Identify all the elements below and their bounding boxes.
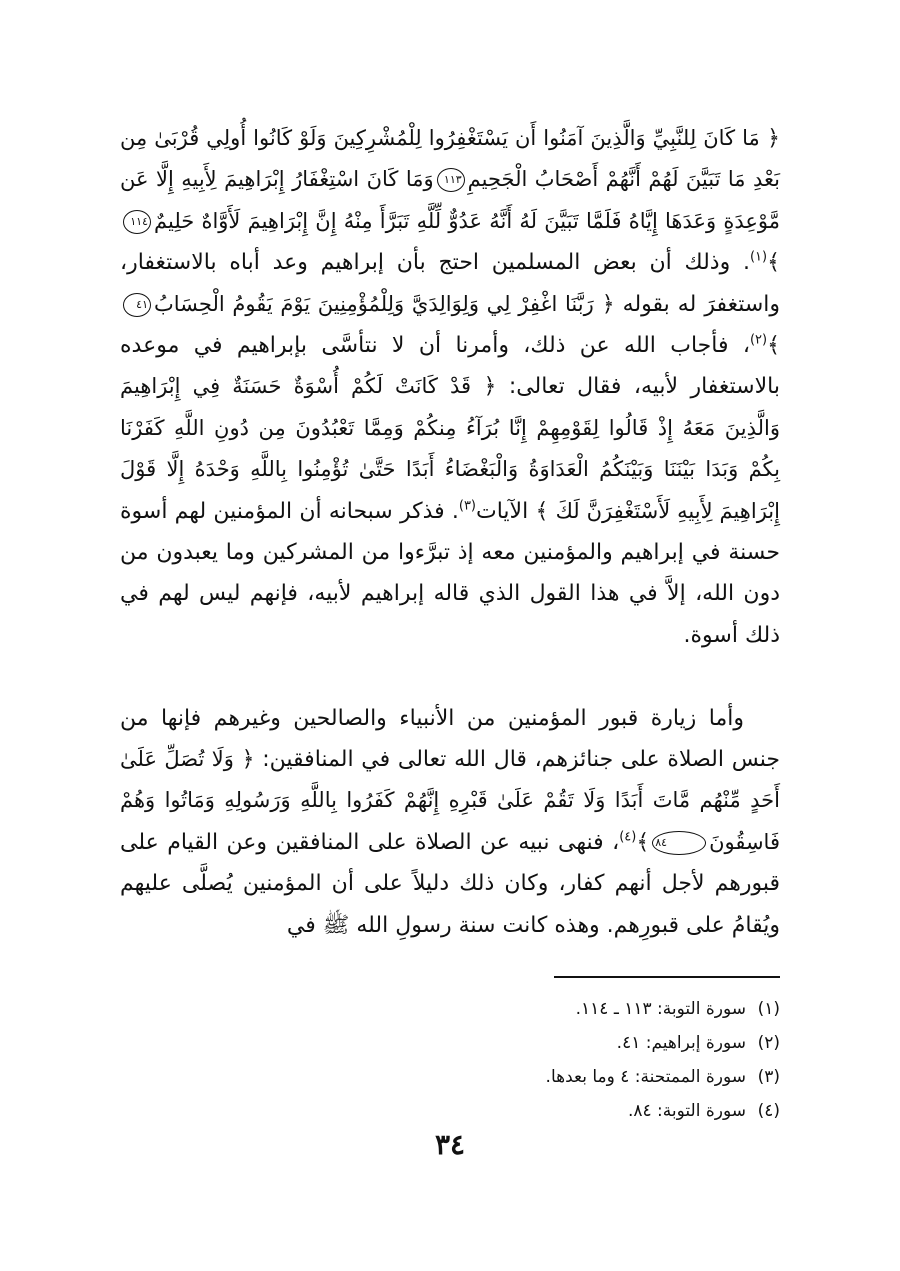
footnote-number: (٣) xyxy=(757,1067,780,1087)
footnote-text: سورة التوبة: ٨٤. xyxy=(627,1101,746,1121)
quran-open-bracket: ﴿ xyxy=(483,374,497,400)
quran-verse-tawbah-113: مَا كَانَ لِلنَّبِيِّ وَالَّذِينَ آمَنُوا أَن يَسْتَغْفِرُوا لِلْمُشْرِكِينَ وَلَوْ كَانُوا أُولِي قُرْبَىٰ مِن بَعْدِ مَا تَبَيَّنَ لَهُمْ أَنَّهُمْ أَصْحَابُ الْجَحِيمِ xyxy=(120,126,780,192)
quran-open-bracket: ﴿ xyxy=(241,747,255,773)
footnote-item xyxy=(120,992,780,1026)
footnote-number: (٢) xyxy=(757,1033,780,1053)
footnote-ref-2: (٢) xyxy=(749,332,768,348)
ayah-marker-84: ٨٤ xyxy=(652,831,706,855)
footnote-text: سورة التوبة: ١١٣ ـ ١١٤. xyxy=(575,999,746,1019)
footnote-text: سورة الممتحنة: ٤ وما بعدها. xyxy=(545,1067,746,1087)
quran-verse-ibrahim-41: رَبَّنَا اغْفِرْ لِي وَلِوَالِدَيَّ وَلِلْمُؤْمِنِينَ يَوْمَ يَقُومُ الْحِسَابُ xyxy=(154,291,594,316)
quran-close-bracket: ﴾ xyxy=(767,333,780,359)
quran-close-bracket: ﴾ xyxy=(636,829,650,855)
paragraph-1 xyxy=(120,118,780,656)
quran-verse-tawbah-114: وَمَا كَانَ اسْتِغْفَارُ إِبْرَاهِيمَ لِأَبِيهِ إِلَّا عَن مَّوْعِدَةٍ وَعَدَهَا إِيَّاهُ فَلَمَّا تَبَيَّنَ لَهُ أَنَّهُ عَدُوٌّ لِّلَّهِ تَبَرَّأَ مِنْهُ إِنَّ إِبْرَاهِيمَ لَأَوَّاهٌ حَلِيمٌ xyxy=(120,167,780,233)
quran-close-bracket: ﴾ xyxy=(767,250,780,276)
quran-open-bracket: ﴿ xyxy=(767,126,780,151)
text-segment: الآيات xyxy=(476,498,529,524)
footnote-number: (١) xyxy=(757,999,780,1019)
footnote-item xyxy=(120,1094,780,1128)
footnote-ref-4: (٤) xyxy=(619,829,637,845)
footnote-item xyxy=(120,1026,780,1060)
text-segment: ، فنهى نبيه عن الصلاة على المنافقين وعن القيام على قبورهم لأجل أنهم كفار، وكان ذلك دليلاً على أن المؤمنين يُصلَّى عليهم ويُقامُ على قبورِهم. وهذه كانت سنة رسولِ الله ﷺ في xyxy=(120,829,780,938)
quran-open-bracket: ﴿ xyxy=(601,291,615,317)
footnotes-list xyxy=(120,992,780,1128)
paragraph-2 xyxy=(120,698,780,946)
quran-verse-tawbah-84: وَلَا تُصَلِّ عَلَىٰ أَحَدٍ مِّنْهُم مَّاتَ أَبَدًا وَلَا تَقُمْ عَلَىٰ قَبْرِهِ إِنَّهُمْ كَفَرُوا بِاللَّهِ وَرَسُولِهِ وَمَاتُوا وَهُمْ فَاسِقُونَ xyxy=(120,747,780,854)
footnote-number: (٤) xyxy=(757,1101,780,1121)
footnote-divider xyxy=(554,976,780,978)
ayah-marker-113: ١١٣ xyxy=(437,168,465,192)
text-segment: . وذلك أن بعض المسلمين احتج بأن إبراهيم وعد أباه بالاستغفار، واستغفرَ له بقوله xyxy=(120,250,781,317)
text-segment: ، فأجاب الله عن ذلك، وأمرنا أن لا نتأسَّى بإبراهيم في موعده بالاستغفار لأبيه، فقال تعالى: xyxy=(120,333,780,400)
ayah-marker-114: ١١٤ xyxy=(123,210,151,234)
footnote-item xyxy=(120,1060,780,1094)
footnote-text: سورة إبراهيم: ٤١. xyxy=(616,1033,746,1053)
footnote-ref-3: (٣) xyxy=(458,498,476,514)
ayah-marker-41: ٤١ xyxy=(123,293,151,317)
main-text xyxy=(120,118,780,946)
quran-close-bracket: ﴾ xyxy=(535,498,549,524)
page-number: ٣٤ xyxy=(434,1128,466,1161)
quran-verse-mumtahanah-4: قَدْ كَانَتْ لَكُمْ أُسْوَةٌ حَسَنَةٌ فِي إِبْرَاهِيمَ وَالَّذِينَ مَعَهُ إِذْ قَالُوا لِقَوْمِهِمْ إِنَّا بُرَآءُ مِنكُمْ وَمِمَّا تَعْبُدُونَ مِن دُونِ اللَّهِ كَفَرْنَا بِكُمْ وَبَدَا بَيْنَنَا وَبَيْنَكُمُ الْعَدَاوَةُ وَالْبَغْضَاءُ أَبَدًا حَتَّىٰ تُؤْمِنُوا بِاللَّهِ وَحْدَهُ إِلَّا قَوْلَ إِبْرَاهِيمَ لِأَبِيهِ لَأَسْتَغْفِرَنَّ لَكَ xyxy=(120,374,780,523)
text-segment: وأما زيارة قبور المؤمنين من الأنبياء والصالحين وغيرهم فإنها من جنس الصلاة على جنائزهم، قال الله تعالى في المنافقين: xyxy=(120,705,780,773)
text-segment: . فذكر سبحانه أن المؤمنين لهم أسوة حسنة في إبراهيم والمؤمنين معه إذ تبرَّءوا من المشركين وما يعبدون من دون الله، إلاَّ في هذا القول الذي قاله إبراهيم لأبيه، فإنهم ليس لهم في ذلك أسوة. xyxy=(120,498,780,648)
footnote-ref-1: (١) xyxy=(749,249,768,265)
